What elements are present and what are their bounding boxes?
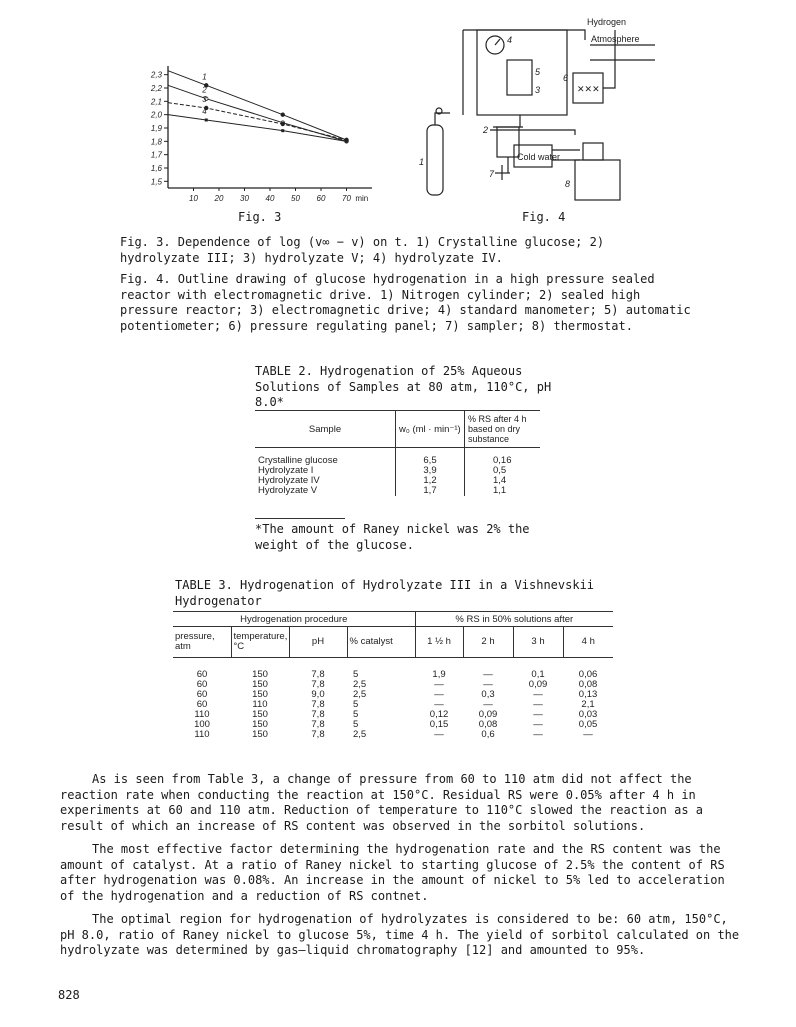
table-row [173,710,613,720]
table-cell: 150 [252,719,268,730]
table-cell: 1,2 [396,476,465,486]
table-cell: 0,03 [578,709,598,720]
fig3-x-tick-label: 60 [316,194,326,203]
fig3-series-line [168,71,347,140]
table-cell: 100 [194,719,210,730]
nitrogen-cylinder [427,125,443,195]
table-cell: 5 [353,699,359,710]
table-cell: — [583,729,593,740]
table-cell: 6,5 [396,456,465,466]
fig3-data-point [205,119,208,122]
fig3-data-point [345,140,348,143]
fig3-x-tick-label: 50 [291,194,300,203]
table-row [173,720,613,730]
table3-column-header: 2 h [463,627,513,658]
fig3-series-line [168,103,347,140]
table-cell: — [533,689,543,700]
table3-column-header: pH [289,627,347,658]
table-cell: — [533,709,543,720]
fig3-y-tick-label: 2,1 [150,97,162,107]
paragraph-2: The most effective factor determining the hydrogenation rate and the RS content was the amount of catalyst. At a ratio of Raney nickel to starting glucose of 2.5% the content of RS after hydrogenation was 0.08%. An increase in the amount of nickel to 5% led to acceleration of the hydrogenation and a reduction of RS contnet. [60,842,725,903]
fig3-y-tick-label: 1,5 [150,177,162,187]
table-cell: 0,08 [478,719,498,730]
thermostat [575,160,620,200]
fig3-y-tick-label: 2,0 [150,110,162,120]
fig4-num-7: 7 [489,169,495,179]
table-cell: 0,05 [578,719,598,730]
table-row [173,670,613,680]
fig3-curve-label: 3 [202,95,207,104]
table-cell: — [434,679,444,690]
table-row [173,730,613,740]
fig3-caption: Fig. 3. Dependence of log (v∞ − v) on t. 1) Crystalline glucose; 2) hydrolyzate III; 3) hydrolyzate V; 4) hydrolyzate IV. [120,235,605,265]
fig3-y-tick-label: 1,8 [150,137,162,147]
fig3-chart [140,60,380,210]
fig3-x-tick-label: 20 [214,194,224,203]
table-cell: 1,1 [493,485,507,496]
fig3-y-tick-label: 1,7 [150,150,162,160]
fig4-num-5: 5 [535,67,541,77]
fig3-y-ticks [150,71,168,187]
fig3-axes [168,66,372,188]
reactor [497,127,519,157]
table-cell: 150 [252,689,268,700]
fig4-num-2: 2 [483,125,489,135]
fig3-data-point [281,113,285,117]
table-cell: 150 [252,679,268,690]
fig3-x-tick-label: 30 [240,194,249,203]
table-cell: 3,9 [396,466,465,476]
table2-footnote-rule [255,518,345,519]
table2-title: TABLE 2. Hydrogenation of 25% Aqueous Solutions of Samples at 80 atm, 110°C, pH 8.0* [255,364,552,409]
table-cell: 7,8 [311,729,325,740]
table-cell: 60 [196,689,208,700]
fig3-x-tick-label: 70 [342,194,351,203]
table3-header-row [173,627,613,658]
table-cell: — [533,699,543,710]
table3 [173,611,613,740]
fig3-series [168,71,348,143]
fig3-y-tick-label: 1,6 [150,164,162,173]
atmosphere-label: Atmosphere [591,34,640,44]
table-cell: 0,06 [578,669,598,680]
table-cell: — [533,729,543,740]
fig3-x-tick-label: 10 [189,194,198,203]
table-cell: 5 [353,669,359,680]
table3-column-header: pressure, atm [173,627,231,658]
table-cell: 0,15 [429,719,449,730]
fig3-y-tick-label: 1,9 [150,124,162,133]
table-cell: 7,8 [311,719,325,730]
paragraph-1: As is seen from Table 3, a change of pressure from 60 to 110 atm did not affect the reaction rate when conducting the reaction at 150°C. Residual RS were 0.05% after 4 h in experiments at 60 and 110 atm. Reduction of temperature to 110°C slowed the reaction as a result of which an increase of RS content was observed in the sorbitol solutions. [60,772,703,833]
table-cell: 110 [194,709,210,720]
table3-title: TABLE 3. Hydrogenation of Hydrolyzate III in a Vishnevskii Hydrogenator [175,578,595,608]
fig4-num-3: 3 [535,85,541,95]
body-text [60,772,745,959]
table-cell: 0,09 [528,679,548,690]
table-cell: 1,4 [493,475,507,486]
table-cell: 7,8 [311,709,325,720]
fig4-num-4: 4 [507,35,513,45]
table3-column-header: 1 ½ h [415,627,463,658]
table-cell: 9,0 [311,689,325,700]
table2-header-rs: % RS after 4 h based on dry substance [468,414,527,444]
fig3-y-tick-label: 2,3 [150,70,162,80]
table-cell: 0,5 [493,465,507,476]
table-cell: — [533,719,543,730]
table-cell: 7,8 [311,679,325,690]
table-cell: 150 [252,709,268,720]
table-cell: 2,5 [353,729,367,740]
table2-footnote: *The amount of Raney nickel was 2% the weight of the glucose. [255,522,530,552]
table-cell: 0,1 [531,669,545,680]
potentiometer [507,60,532,95]
table3-body [173,670,613,740]
fig3-x-tick-label: 40 [265,194,275,203]
table-cell: 2,1 [581,699,595,710]
table-cell: 5 [353,719,359,730]
table2-header-sample: Sample [255,411,396,448]
table-row [173,700,613,710]
table-cell: 0,08 [578,679,598,690]
table-cell: Hydrolyzate IV [255,476,396,486]
table3-column-header: temperature, °C [231,627,289,658]
table-row [255,486,540,496]
table2-header-w: w₀ (ml · min⁻¹) [396,411,465,448]
fig3-curve-labels [201,72,207,116]
table-cell: 0,6 [481,729,495,740]
cold-water-label: Cold water [517,152,561,162]
fig3-label: Fig. 3 [238,210,282,224]
fig4-num-6: 6 [563,73,569,83]
fig4-num-1: 1 [419,157,425,167]
table-cell: 60 [196,669,208,680]
fig3-curve-label: 1 [202,72,207,82]
table-cell: Crystalline glucose [255,456,396,466]
fig3-x-ticks [189,188,368,203]
fig3-series-line [168,85,347,141]
table-cell: — [434,689,444,700]
table-cell: 0,16 [493,455,512,466]
fig3-x-unit: min [355,194,369,203]
table-cell: 0,13 [578,689,598,700]
table-cell: 5 [353,709,359,720]
fig3-data-point [281,122,285,126]
table-cell: 60 [196,699,208,710]
fig4-label: Fig. 4 [522,210,566,224]
control-cabinet [477,30,567,115]
table2-body [255,456,540,496]
table-cell: 150 [252,729,268,740]
table3-column-header: 3 h [513,627,563,658]
table-cell: 0,3 [481,689,495,700]
table-cell: 7,8 [311,699,325,710]
table-cell: — [434,699,444,710]
table-cell: 7,8 [311,669,325,680]
hydrogen-label: Hydrogen [587,17,627,27]
table3-group-procedure: Hydrogenation procedure [173,612,415,627]
fig4-caption: Fig. 4. Outline drawing of glucose hydrogenation in a high pressure sealed reactor with electromagnetic drive. 1) Nitrogen cylinder; 2) sealed high pressure reactor; 3) electromagnetic drive; 4) standard manometer; 5) automatic potentiometer; 6) pressure regulating panel; 7) sampler; 8) thermostat. [120,272,691,333]
fig3-curve-label: 4 [202,107,207,116]
table-cell: — [483,699,493,710]
table-cell: — [483,679,493,690]
table-cell: 1,9 [432,669,446,680]
table-cell: Hydrolyzate V [255,486,396,496]
table-row [173,680,613,690]
table-cell: 0,12 [429,709,449,720]
table-cell: 2,5 [353,689,367,700]
table-cell: 0,09 [478,709,498,720]
table3-column-header: 4 h [581,636,595,647]
table-cell: — [434,729,444,740]
fig4-diagram [415,15,665,205]
fig3-data-point [281,129,284,132]
table-cell: 110 [252,699,268,710]
table-row [173,690,613,700]
table2 [255,410,540,496]
table-cell: Hydrolyzate I [255,466,396,476]
table-cell: 1,7 [396,486,465,496]
table-cell: 110 [194,729,210,740]
table3-column-header: % catalyst [347,627,415,658]
fig3-y-tick-label: 2,2 [150,84,162,93]
table3-group-rs: % RS in 50% solutions after [455,613,574,625]
table-cell: 150 [252,669,268,680]
svg-text:✕✕✕: ✕✕✕ [577,84,600,94]
fig4-num-8: 8 [565,179,571,189]
paragraph-3: The optimal region for hydrogenation of hydrolyzates is considered to be: 60 atm, 150°C, pH 8.0, ratio of Raney nickel to glucose 5%, time 4 h. The yield of sorbitol calculated on the hydrolyzate was determined by gas–liquid chromatography [12] and amounted to 95%. [60,912,740,957]
fig3-curve-label: 2 [202,85,207,95]
table-cell: 60 [196,679,208,690]
table-cell: 2,5 [353,679,367,690]
page-number: 828 [58,988,80,1002]
table-cell: — [483,669,493,680]
